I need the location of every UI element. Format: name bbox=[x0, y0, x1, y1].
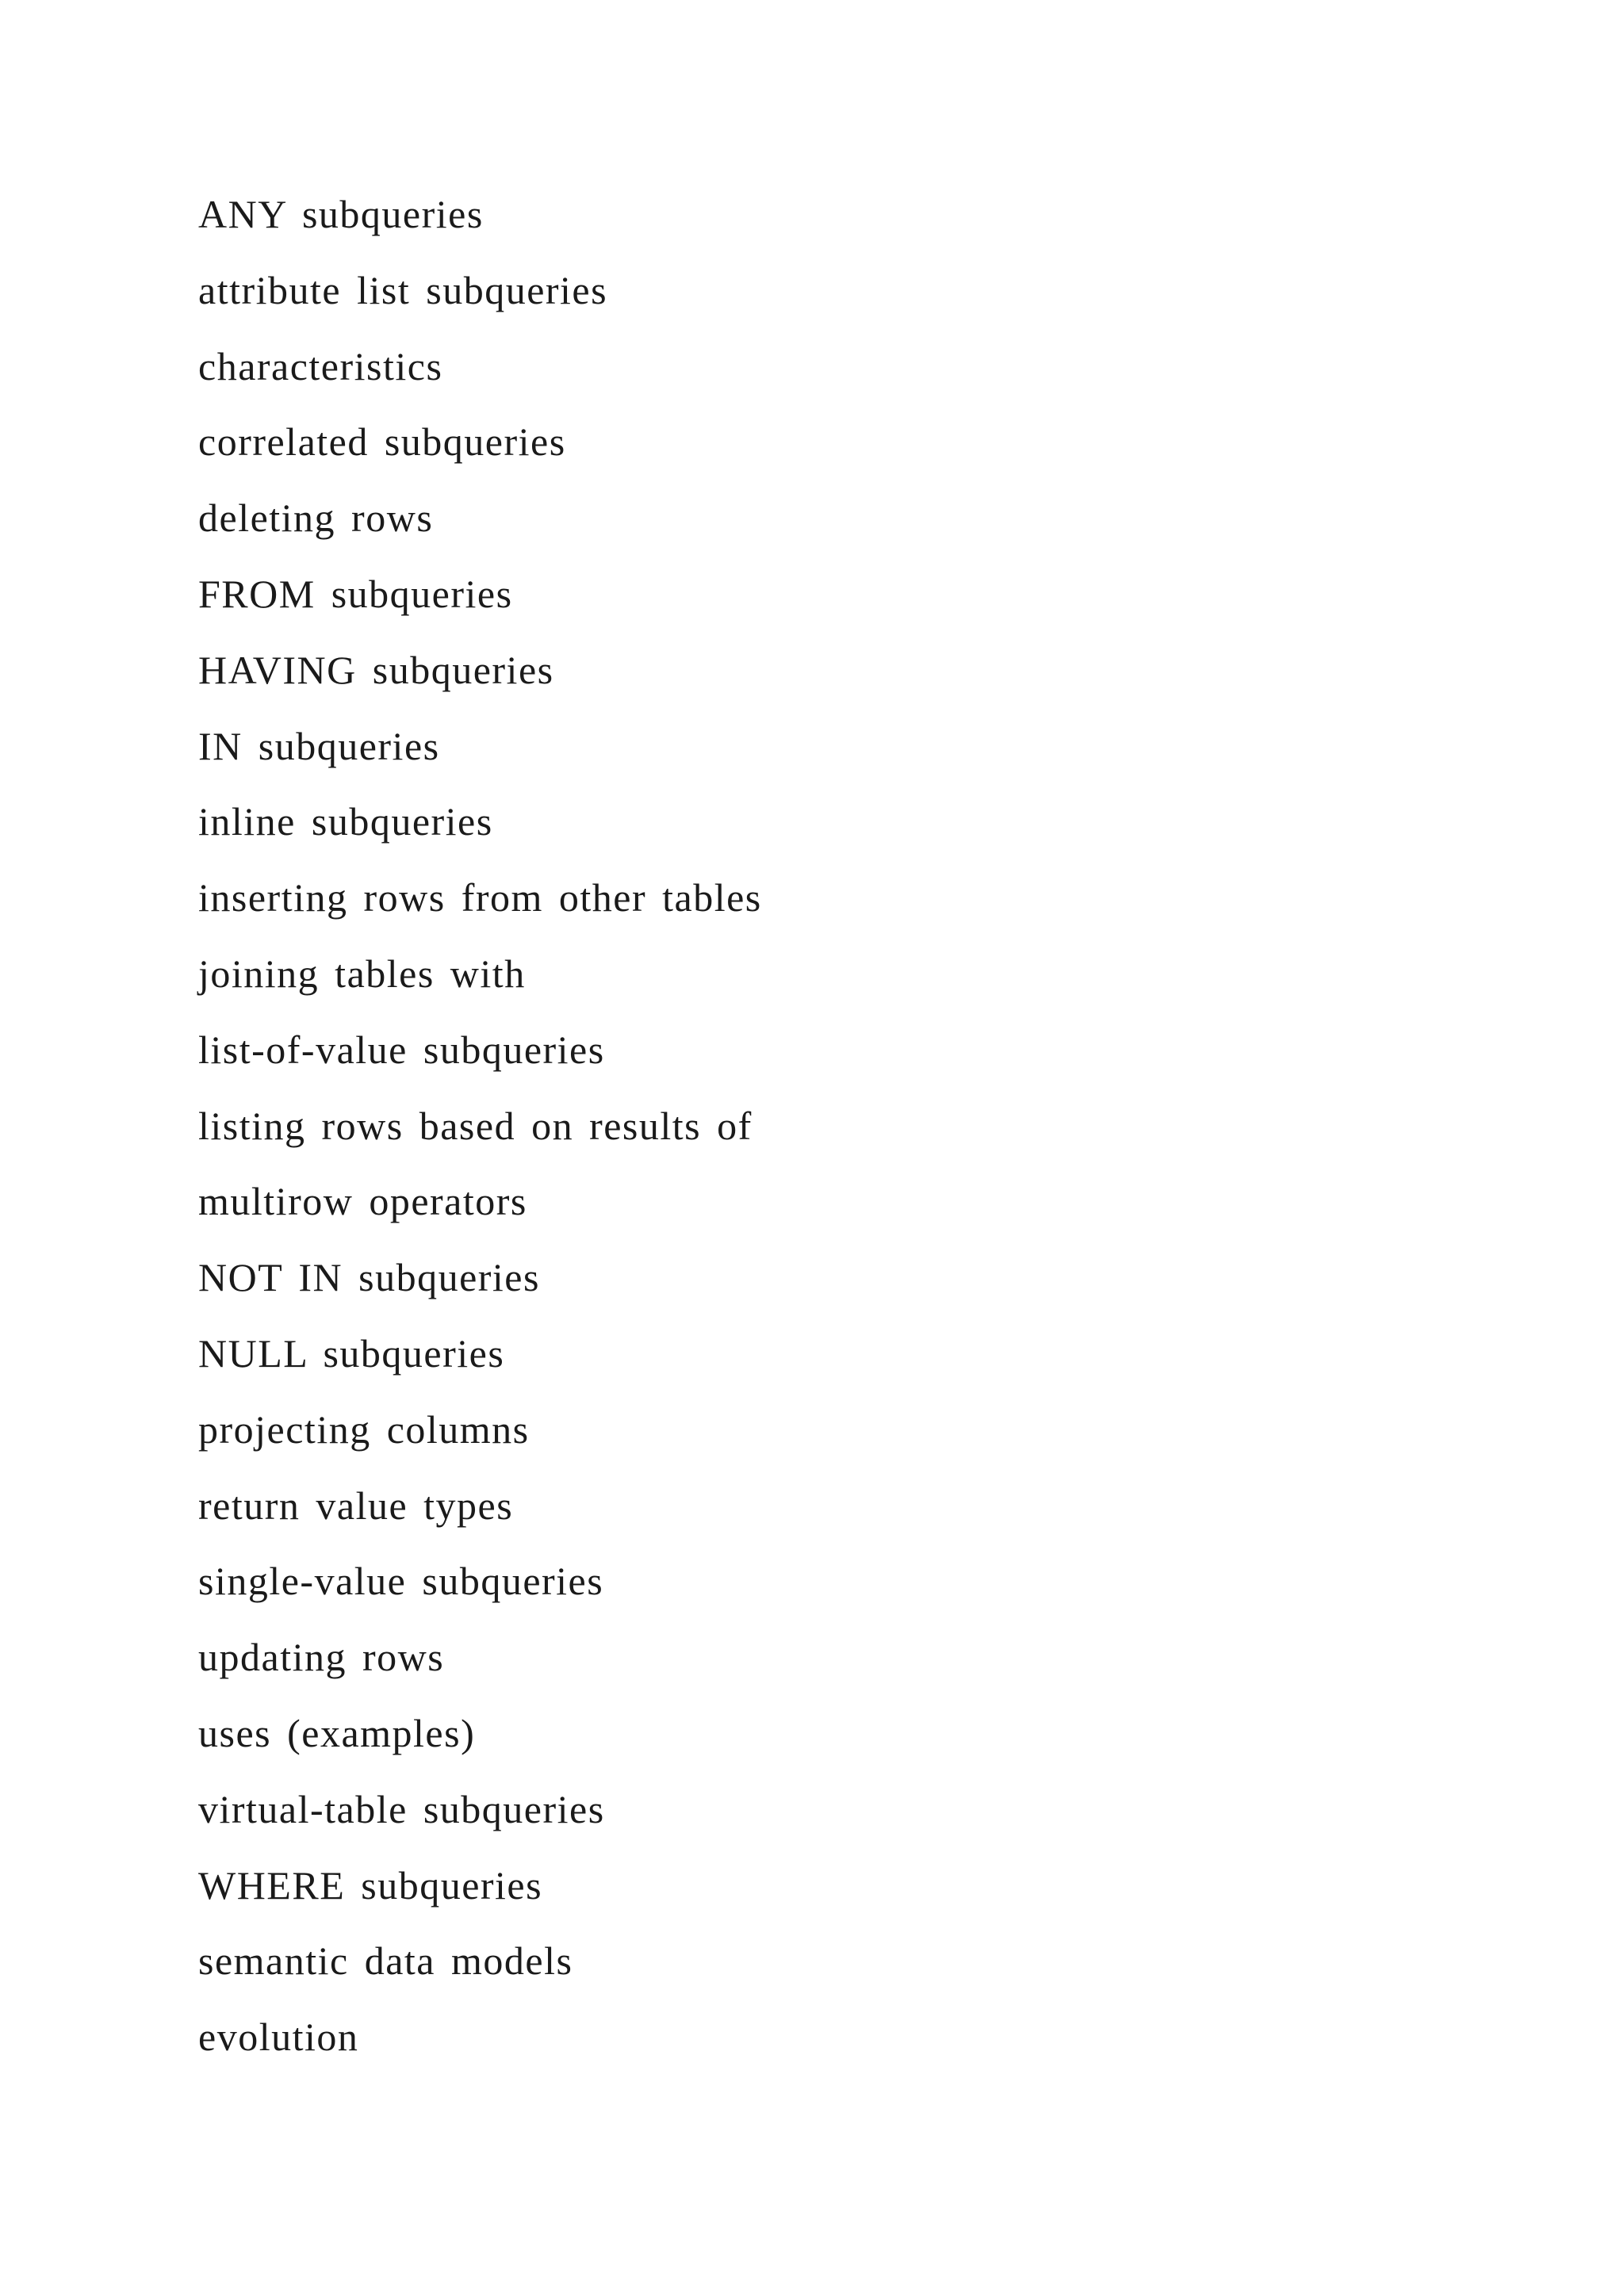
index-entry: single-value subqueries bbox=[198, 1559, 604, 1604]
index-entry: ANY subqueries bbox=[198, 192, 484, 236]
index-entry: return value types bbox=[198, 1483, 514, 1528]
index-entry: list-of-value subqueries bbox=[198, 1027, 605, 1072]
index-entry: semantic data models bbox=[198, 1938, 573, 1984]
index-entry: IN subqueries bbox=[198, 723, 440, 768]
index-entry: inline subqueries bbox=[198, 799, 493, 844]
index-entry: WHERE subqueries bbox=[198, 1862, 543, 1908]
index-entry-list bbox=[198, 194, 762, 2093]
index-entry: deleting rows bbox=[198, 496, 434, 541]
index-entry: attribute list subqueries bbox=[198, 267, 608, 312]
index-entry: characteristics bbox=[198, 343, 443, 388]
index-entry: updating rows bbox=[198, 1635, 445, 1680]
index-entry: listing rows based on results of bbox=[198, 1103, 753, 1148]
index-entry: joining tables with bbox=[198, 951, 526, 996]
index-entry: multirow operators bbox=[198, 1179, 527, 1224]
index-entry: FROM subqueries bbox=[198, 571, 513, 616]
index-entry: HAVING subqueries bbox=[198, 647, 554, 692]
index-entry: inserting rows from other tables bbox=[198, 875, 762, 920]
index-entry: projecting columns bbox=[198, 1406, 530, 1452]
index-entry: uses (examples) bbox=[198, 1710, 476, 1755]
index-entry: evolution bbox=[198, 2015, 359, 2060]
index-entry: correlated subqueries bbox=[198, 419, 566, 465]
index-entry: virtual-table subqueries bbox=[198, 1786, 605, 1831]
index-entry: NOT IN subqueries bbox=[198, 1255, 540, 1300]
index-entry: NULL subqueries bbox=[198, 1330, 505, 1376]
